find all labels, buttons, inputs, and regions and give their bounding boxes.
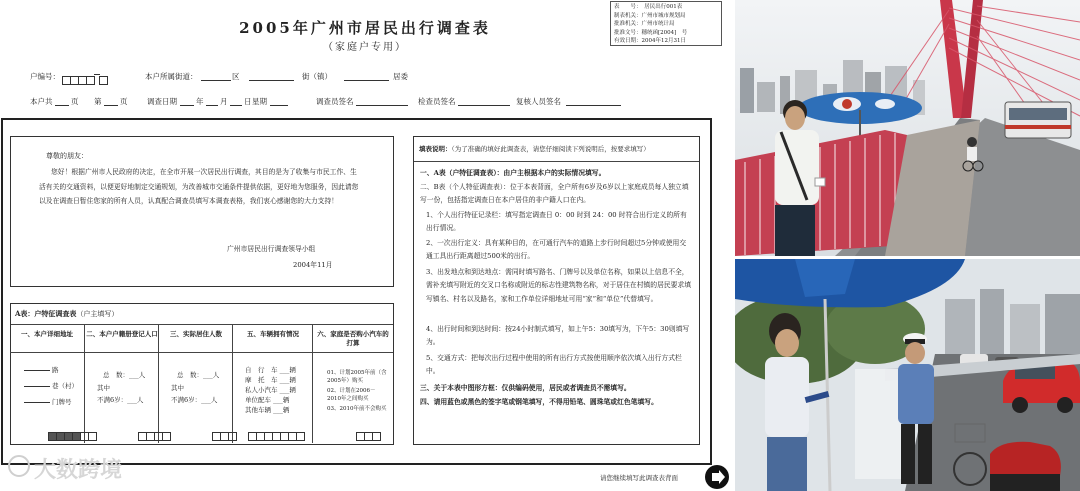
street-label: 街（镇）	[302, 72, 332, 81]
coding-grid	[356, 432, 380, 441]
total-pages-label: 本户共	[30, 97, 53, 106]
weekday-label: 星期	[252, 97, 267, 106]
reviewer-blank	[566, 105, 621, 106]
form-title: 2005年广州市居民出行调查表	[239, 19, 491, 37]
table-a-col-residents	[158, 325, 233, 443]
registered-among: 其中	[97, 384, 110, 392]
instruction-item: 1、个人出行特征记录栏：填写指定调查日 0：00 时到 24：00 时符合出行定义的所有出行情况。	[426, 211, 687, 233]
page-unit-label: 页	[120, 97, 128, 106]
next-page-icon	[705, 465, 729, 489]
roadside-scene-illustration	[735, 259, 1080, 491]
street-prefix-label: 本户所属街道：	[145, 72, 198, 81]
coding-grid	[138, 432, 170, 441]
instructions-box	[413, 136, 700, 445]
district-blank	[201, 80, 231, 81]
registration-line: 批准机关：广州市统计局	[614, 21, 675, 28]
watermark-text: 大数跨境	[34, 458, 123, 483]
residents-under6: 不满6岁：___人	[171, 396, 218, 404]
registration-line: 批准文号：穗统函[2004] 号	[614, 29, 688, 36]
table-a-col-head: 一、本户详细地址	[10, 325, 84, 353]
coding-grid	[212, 432, 236, 441]
blank	[24, 370, 50, 371]
registration-line: 表 号： 居民出行001表	[614, 4, 683, 10]
inspector-blank	[458, 105, 510, 106]
instructions-title: 填表说明：	[419, 145, 452, 153]
instruction-item: 5、交通方式：把每次出行过程中使用的所有出行方式按使用顺序依次填入出行方式栏中。	[426, 354, 682, 376]
registration-line: 有效日期：2004年12月31日	[614, 38, 686, 45]
table-a-title-note: （户主填写）	[76, 310, 119, 318]
vehicle-company-car: 单位配车 ___辆	[245, 396, 290, 404]
photo-roadside-survey	[735, 259, 1080, 491]
month-label: 月	[220, 97, 228, 106]
registration-line: 制表机关：广州市城市规划局	[614, 12, 686, 19]
year-blank	[180, 105, 194, 106]
instruction-item: 3、出发地点和到达地点：需同时填写路名、门牌号以及单位名称，如果以上信息不全，需补充填写附近的交叉口名称或附近的标志性建筑物名称，对于居住在村镇的居民要求填写镇名、村名以及路名，家和工作单位详细地址可用“家”和“单位”代替填写。	[426, 268, 692, 303]
address-road-label: 路	[52, 366, 59, 374]
coding-grid	[48, 432, 96, 441]
car-plan-option-3: 03、2010年前不会购买	[327, 406, 387, 412]
address-door-label: 门牌号	[52, 398, 72, 406]
car-plan-option-1: 01、计划2005年前（含2005年）购买	[327, 370, 387, 384]
street-blank	[249, 80, 294, 81]
registration-box	[610, 1, 722, 46]
blank	[24, 386, 50, 387]
instruction-item: 一、A表（户特征调查表）：由户主根据本户的实际情况填写。	[420, 169, 606, 177]
instructions-header	[419, 144, 650, 153]
registered-under6: 不满6岁：___人	[97, 396, 144, 404]
footer-note: 请您继续填写此调查表背面	[600, 474, 678, 482]
instruction-item: 二、B表（个人特征调查表）：位于本表背面，全户所有6岁及6岁以上家庭成员每人独立填写一份，包括指定调查日在本户居住的非户籍人口在内。	[420, 183, 689, 205]
weekday-blank	[270, 105, 288, 106]
table-a-col-head: 六、家庭是否购小汽车的打算	[313, 325, 393, 353]
bridge-scene-illustration	[735, 0, 1080, 256]
instruction-item: 2、一次出行定义：具有某种目的，在可通行汽车的道路上步行时间超过5分钟或使用交通工具出行距离超过500米的出行。	[426, 239, 687, 261]
table-a-title: A表：户特征调查表	[15, 309, 77, 318]
residents-total: 总 数：___人	[177, 371, 220, 379]
date-label: 调查日期	[147, 97, 177, 106]
household-no-box2	[99, 70, 107, 89]
registered-total: 总 数：___人	[103, 371, 146, 379]
month-blank	[206, 105, 218, 106]
letter-date: 2004年11月	[293, 261, 333, 269]
committee-blank	[344, 80, 389, 81]
watermark-logo	[8, 455, 30, 477]
surveyor-blank	[356, 105, 408, 106]
instruction-item: 四、请用蓝色或黑色的签字笔或钢笔填写，不得用铅笔、圆珠笔或红色笔填写。	[420, 398, 658, 406]
instructions-divider	[414, 161, 699, 162]
table-a-col-car-plan	[312, 325, 393, 443]
reviewer-label: 复核人员签名	[516, 97, 561, 106]
total-pages-blank	[55, 105, 69, 106]
household-no-boxes	[62, 70, 94, 89]
instruction-item: 4、出行时间和到达时间：按24小时制式填写，如上午5：30填写为，下午5：30则填写为。	[426, 325, 690, 347]
form-subtitle: （家庭户专用）	[323, 42, 407, 53]
table-a-col-head: 二、本户户籍册登记人口	[85, 325, 159, 353]
household-no-label: 户编号：	[30, 72, 60, 81]
surveyor-label: 调查员签名	[316, 97, 354, 106]
year-label: 年	[196, 97, 204, 106]
letter-greeting: 尊敬的朋友：	[46, 152, 88, 160]
coding-grid	[248, 432, 304, 441]
table-a-col-address	[10, 325, 84, 443]
instruction-item: 三、关于本表中图形方框：仅供编码使用，居民或者调查员不需填写。	[420, 384, 631, 392]
table-a-col-head: 三、实际居住人数	[159, 325, 233, 353]
table-a-col-head: 五、车辆拥有情况	[233, 325, 313, 353]
arrow-right-icon	[705, 465, 729, 489]
vehicle-private-car: 私人小汽车 ___辆	[245, 386, 296, 394]
instructions-intro: （为了准确的填好此调查表，请您仔细阅读下列说明后，按要求填写）	[451, 145, 650, 153]
page-no-label: 第	[94, 97, 102, 106]
district-label: 区	[232, 72, 240, 81]
day-blank	[230, 105, 242, 106]
letter-box	[10, 136, 394, 287]
car-plan-option-2: 02、计划在2006－2010年之间购买	[327, 388, 376, 402]
vehicle-other: 其他车辆 ___辆	[245, 406, 290, 414]
address-lane-label: 巷（村）	[52, 382, 78, 390]
inspector-label: 检查员签名	[418, 97, 456, 106]
letter-signature: 广州市居民出行调查领导小组	[227, 245, 316, 253]
day-label: 日	[244, 97, 252, 106]
page-no-blank	[104, 105, 118, 106]
vehicle-motorcycle: 摩 托 车 ___辆	[245, 376, 296, 384]
table-a-col-vehicles	[232, 325, 313, 443]
committee-label: 居委	[393, 72, 408, 81]
table-a-title-wrap	[15, 309, 118, 319]
residents-among: 其中	[171, 384, 184, 392]
blank	[24, 402, 50, 403]
vehicle-bicycle: 自 行 车 ___辆	[245, 366, 296, 374]
page-unit-label: 页	[71, 97, 79, 106]
photo-bridge	[735, 0, 1080, 256]
table-a-col-registered	[84, 325, 159, 443]
letter-body: 您好！根据广州市人民政府的决定，在全市开展一次居民出行调查，其目的是为了收集与市民工作、生活有关的交通资料，以便更好地制定交通规划，为改善城市交通条件提供依据，更好地为您服务，因此请您以及在调查日暂住您家的所有人员，认真配合调查员填写本调查表格，我们衷心感谢您的大力支持！	[39, 168, 359, 205]
